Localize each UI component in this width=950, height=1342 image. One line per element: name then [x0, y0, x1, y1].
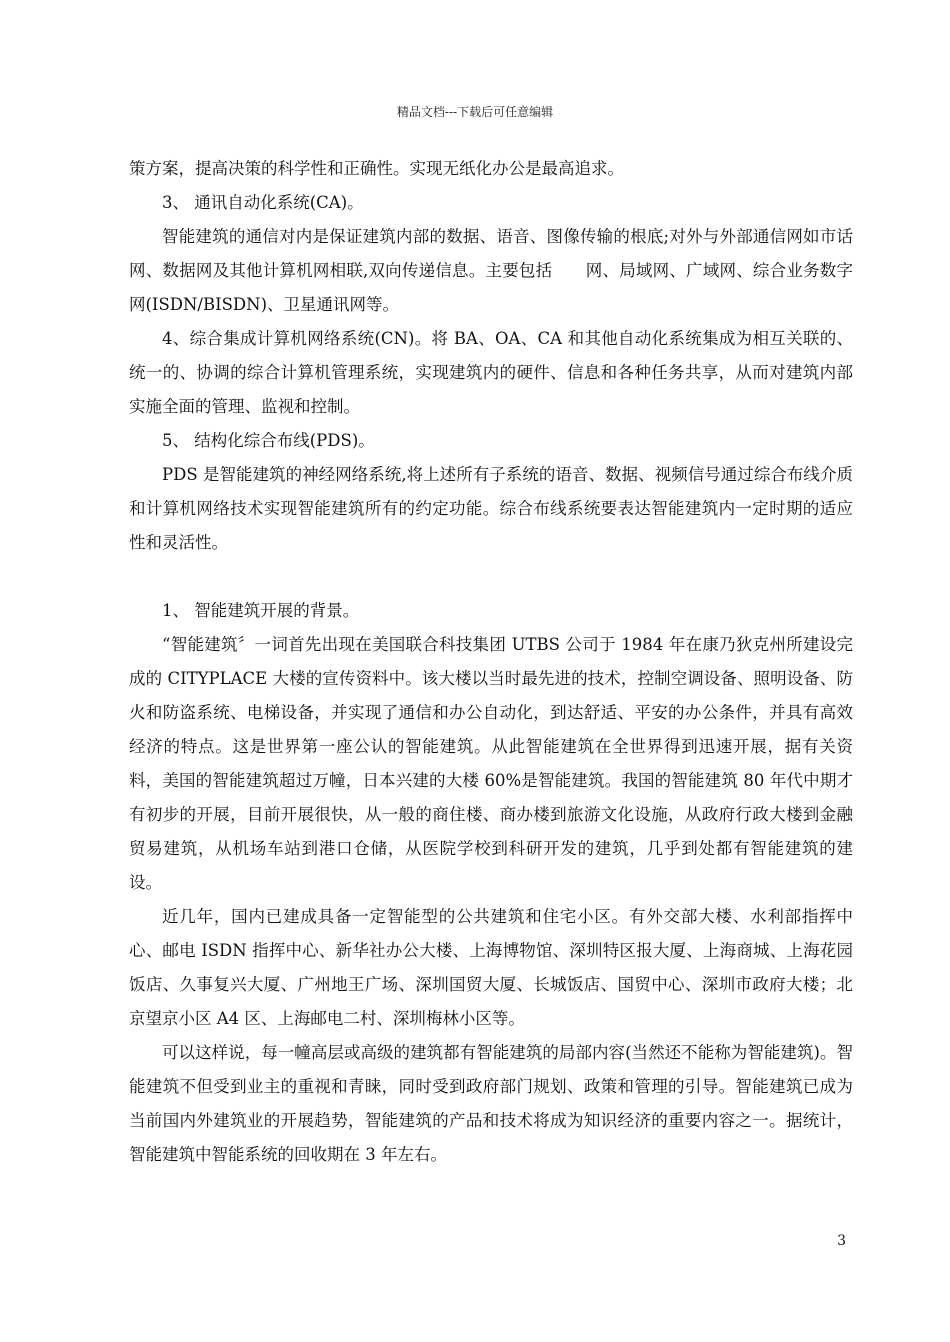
paragraph-continuation: 策方案，提高决策的科学性和正确性。实现无纸化办公是最高追求。 — [129, 159, 624, 178]
page-header: 精品文档---下载后可任意编辑 — [396, 105, 554, 119]
paragraph-pds: PDS 是智能建筑的神经网络系统,将上述所有子系统的语音、数据、视频信号通过综合布线介质和计算机网络技术实现智能建筑所有的约定功能。综合布线系统要表达智能建筑内一定时期的适应性和灵活性。 — [129, 465, 853, 552]
paragraph-trend: 可以这样说，每一幢高层或高级的建筑都有智能建筑的局部内容(当然还不能称为智能建筑)。智能建筑不但受到业主的重视和青睐，同时受到政府部门规划、政策和管理的引导。智能建筑已成为当前国内外建筑业的开展趋势，智能建筑的产品和技术将成为知识经济的重要内容之一。据统计，智能建筑中智能系统的回收期在 3 年左右。 — [129, 1043, 853, 1164]
page-number: 3 — [837, 1233, 846, 1249]
section-heading-background: 1、 智能建筑开展的背景。 — [162, 601, 360, 620]
paragraph-ca: 智能建筑的通信对内是保证建筑内部的数据、语音、图像传输的根底;对外与外部通信网如市话网、数据网及其他计算机网相联,双向传递信息。主要包括 网、局域网、广域网、综合业务数字网(ISDN/BISDN)、卫星通讯网等。 — [129, 227, 853, 314]
blank-line — [129, 560, 853, 594]
paragraph-history: “智能建筑〞一词首先出现在美国联合科技集团 UTBS 公司于 1984 年在康乃狄克州所建设完成的 CITYPLACE 大楼的宣传资料中。该大楼以当时最先进的技术，控制空调设备、照明设备、防火和防盗系统、电梯设备，并实现了通信和办公自动化，到达舒适、平安的办公条件，并具有高效经济的特点。这是世界第一座公认的智能建筑。从此智能建筑在全世界得到迅速开展，据有关资料，美国的智能建筑超过万幢，日本兴建的大楼 60%是智能建筑。我国的智能建筑 80 年代中期才有初步的开展，目前开展很快，从一般的商住楼、商办楼到旅游文化设施，从政府行政大楼到金融贸易建筑，从机场车站到港口仓储，从医院学校到科研开发的建筑，几乎到处都有智能建筑的建设。 — [129, 635, 853, 892]
paragraph-cn: 4、综合集成计算机网络系统(CN)。将 BA、OA、CA 和其他自动化系统集成为相互关联的、统一的、协调的综合计算机管理系统，实现建筑内的硬件、信息和各种任务共享，从而对建筑内部实施全面的管理、监视和控制。 — [129, 329, 853, 416]
section-heading-ca: 3、 通讯自动化系统(CA)。 — [162, 193, 364, 212]
section-heading-pds: 5、 结构化综合布线(PDS)。 — [162, 431, 375, 450]
paragraph-domestic-projects: 近几年，国内已建成具备一定智能型的公共建筑和住宅小区。有外交部大楼、水利部指挥中心、邮电 ISDN 指挥中心、新华社办公大楼、上海博物馆、深圳特区报大厦、上海商城、上海花园饭店、久事复兴大厦、广州地王广场、深圳国贸大厦、长城饭店、国贸中心、深圳市政府大楼；北京望京小区 A4 区、上海邮电二村、深圳梅林小区等。 — [129, 907, 853, 1028]
document-body — [129, 152, 853, 1172]
